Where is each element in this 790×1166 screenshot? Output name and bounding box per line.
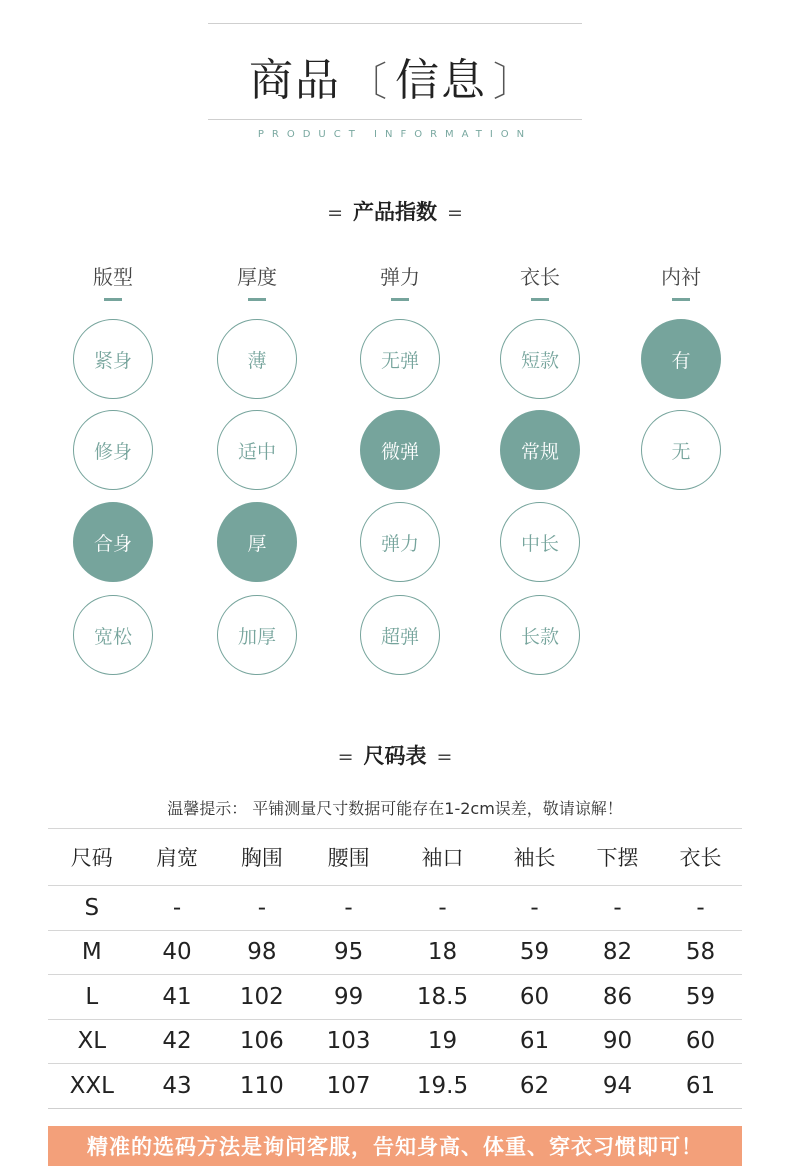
size-cell: 60 xyxy=(493,975,576,1020)
column-underline xyxy=(391,298,409,301)
size-cell: 42 xyxy=(136,1019,219,1064)
size-cell: 107 xyxy=(305,1064,392,1109)
option-circle: 修身 xyxy=(73,410,153,490)
column-label: 版型 xyxy=(93,265,133,289)
size-cell: 82 xyxy=(576,930,659,975)
size-cell: 61 xyxy=(493,1019,576,1064)
page-title xyxy=(0,44,790,108)
size-header-cell: 腰围 xyxy=(305,829,392,886)
size-table-body xyxy=(48,886,742,1109)
size-cell: 18.5 xyxy=(392,975,493,1020)
bracket-open: 〔 xyxy=(347,59,389,105)
column-label: 衣长 xyxy=(520,265,560,289)
size-cell: XL xyxy=(48,1019,136,1064)
size-cell: 18 xyxy=(392,930,493,975)
size-cell: 40 xyxy=(136,930,219,975)
size-header-cell: 下摆 xyxy=(576,829,659,886)
option-circle: 有 xyxy=(641,319,721,399)
option-circle: 薄 xyxy=(217,319,297,399)
column-underline xyxy=(672,298,690,301)
size-title-text: 尺码表 xyxy=(363,744,427,768)
size-header-cell: 胸围 xyxy=(219,829,306,886)
size-cell: - xyxy=(493,886,576,931)
size-row xyxy=(48,975,742,1020)
column-label: 内衬 xyxy=(661,265,701,289)
option-circle: 合身 xyxy=(73,502,153,582)
option-circle: 中长 xyxy=(500,502,580,582)
option-circle: 适中 xyxy=(217,410,297,490)
bracket-close: 〕 xyxy=(493,59,535,105)
column-underline xyxy=(248,298,266,301)
size-cell: 60 xyxy=(659,1019,742,1064)
size-cell: 106 xyxy=(219,1019,306,1064)
size-cell: 94 xyxy=(576,1064,659,1109)
size-cell: 19.5 xyxy=(392,1064,493,1109)
column-underline xyxy=(104,298,122,301)
size-table-header xyxy=(48,829,742,886)
page-subtitle: PRODUCT INFORMATION xyxy=(257,129,533,140)
size-cell: 95 xyxy=(305,930,392,975)
option-circle: 超弹 xyxy=(360,595,440,675)
option-circle: 长款 xyxy=(500,595,580,675)
option-circle: 常规 xyxy=(500,410,580,490)
size-row xyxy=(48,930,742,975)
size-header-cell: 衣长 xyxy=(659,829,742,886)
advice-banner: 精准的选码方法是询问客服，告知身高、体重、穿衣习惯即可！ xyxy=(48,1126,742,1166)
size-cell: 59 xyxy=(659,975,742,1020)
deco-left: = xyxy=(327,202,343,224)
title-left: 商品 xyxy=(249,55,341,106)
size-cell: 90 xyxy=(576,1019,659,1064)
size-table xyxy=(48,828,742,1109)
size-cell: XXL xyxy=(48,1064,136,1109)
option-circle: 微弹 xyxy=(360,410,440,490)
size-cell: - xyxy=(576,886,659,931)
index-column-header xyxy=(72,262,154,301)
option-circle: 无 xyxy=(641,410,721,490)
size-cell: - xyxy=(659,886,742,931)
index-column-header xyxy=(640,262,722,301)
column-label: 厚度 xyxy=(237,265,277,289)
index-column-header xyxy=(359,262,441,301)
header-bottom-rule xyxy=(208,119,582,120)
size-cell: - xyxy=(219,886,306,931)
title-right: 信息 xyxy=(395,55,487,106)
size-cell: - xyxy=(305,886,392,931)
size-cell: 43 xyxy=(136,1064,219,1109)
size-row xyxy=(48,1064,742,1109)
size-cell: 19 xyxy=(392,1019,493,1064)
size-row xyxy=(48,1019,742,1064)
deco-left: = xyxy=(337,746,354,768)
option-circle: 厚 xyxy=(217,502,297,582)
size-section-title xyxy=(0,740,790,770)
index-column-header xyxy=(216,262,298,301)
size-cell: 103 xyxy=(305,1019,392,1064)
size-cell: 110 xyxy=(219,1064,306,1109)
deco-right: = xyxy=(436,746,453,768)
option-circle: 无弹 xyxy=(360,319,440,399)
option-circle: 宽松 xyxy=(73,595,153,675)
size-cell: 61 xyxy=(659,1064,742,1109)
size-header-cell: 袖口 xyxy=(392,829,493,886)
header-top-rule xyxy=(208,23,582,24)
column-underline xyxy=(531,298,549,301)
size-cell: 86 xyxy=(576,975,659,1020)
size-cell: 99 xyxy=(305,975,392,1020)
index-title-text: 产品指数 xyxy=(353,200,437,224)
size-cell: 102 xyxy=(219,975,306,1020)
index-section-title xyxy=(0,196,790,226)
size-cell: - xyxy=(136,886,219,931)
deco-right: = xyxy=(447,202,463,224)
size-row xyxy=(48,886,742,931)
size-header-cell: 肩宽 xyxy=(136,829,219,886)
size-cell: 41 xyxy=(136,975,219,1020)
column-label: 弹力 xyxy=(380,265,420,289)
size-header-cell: 袖长 xyxy=(493,829,576,886)
index-column-header xyxy=(499,262,581,301)
size-cell: S xyxy=(48,886,136,931)
option-circle: 弹力 xyxy=(360,502,440,582)
size-cell: M xyxy=(48,930,136,975)
option-circle: 加厚 xyxy=(217,595,297,675)
size-cell: 62 xyxy=(493,1064,576,1109)
option-circle: 紧身 xyxy=(73,319,153,399)
size-tip: 温馨提示： 平铺测量尺寸数据可能存在1-2cm误差，敬请谅解！ xyxy=(167,799,623,818)
size-cell: - xyxy=(392,886,493,931)
option-circle: 短款 xyxy=(500,319,580,399)
size-cell: 98 xyxy=(219,930,306,975)
size-cell: 59 xyxy=(493,930,576,975)
size-cell: 58 xyxy=(659,930,742,975)
size-cell: L xyxy=(48,975,136,1020)
size-header-cell: 尺码 xyxy=(48,829,136,886)
